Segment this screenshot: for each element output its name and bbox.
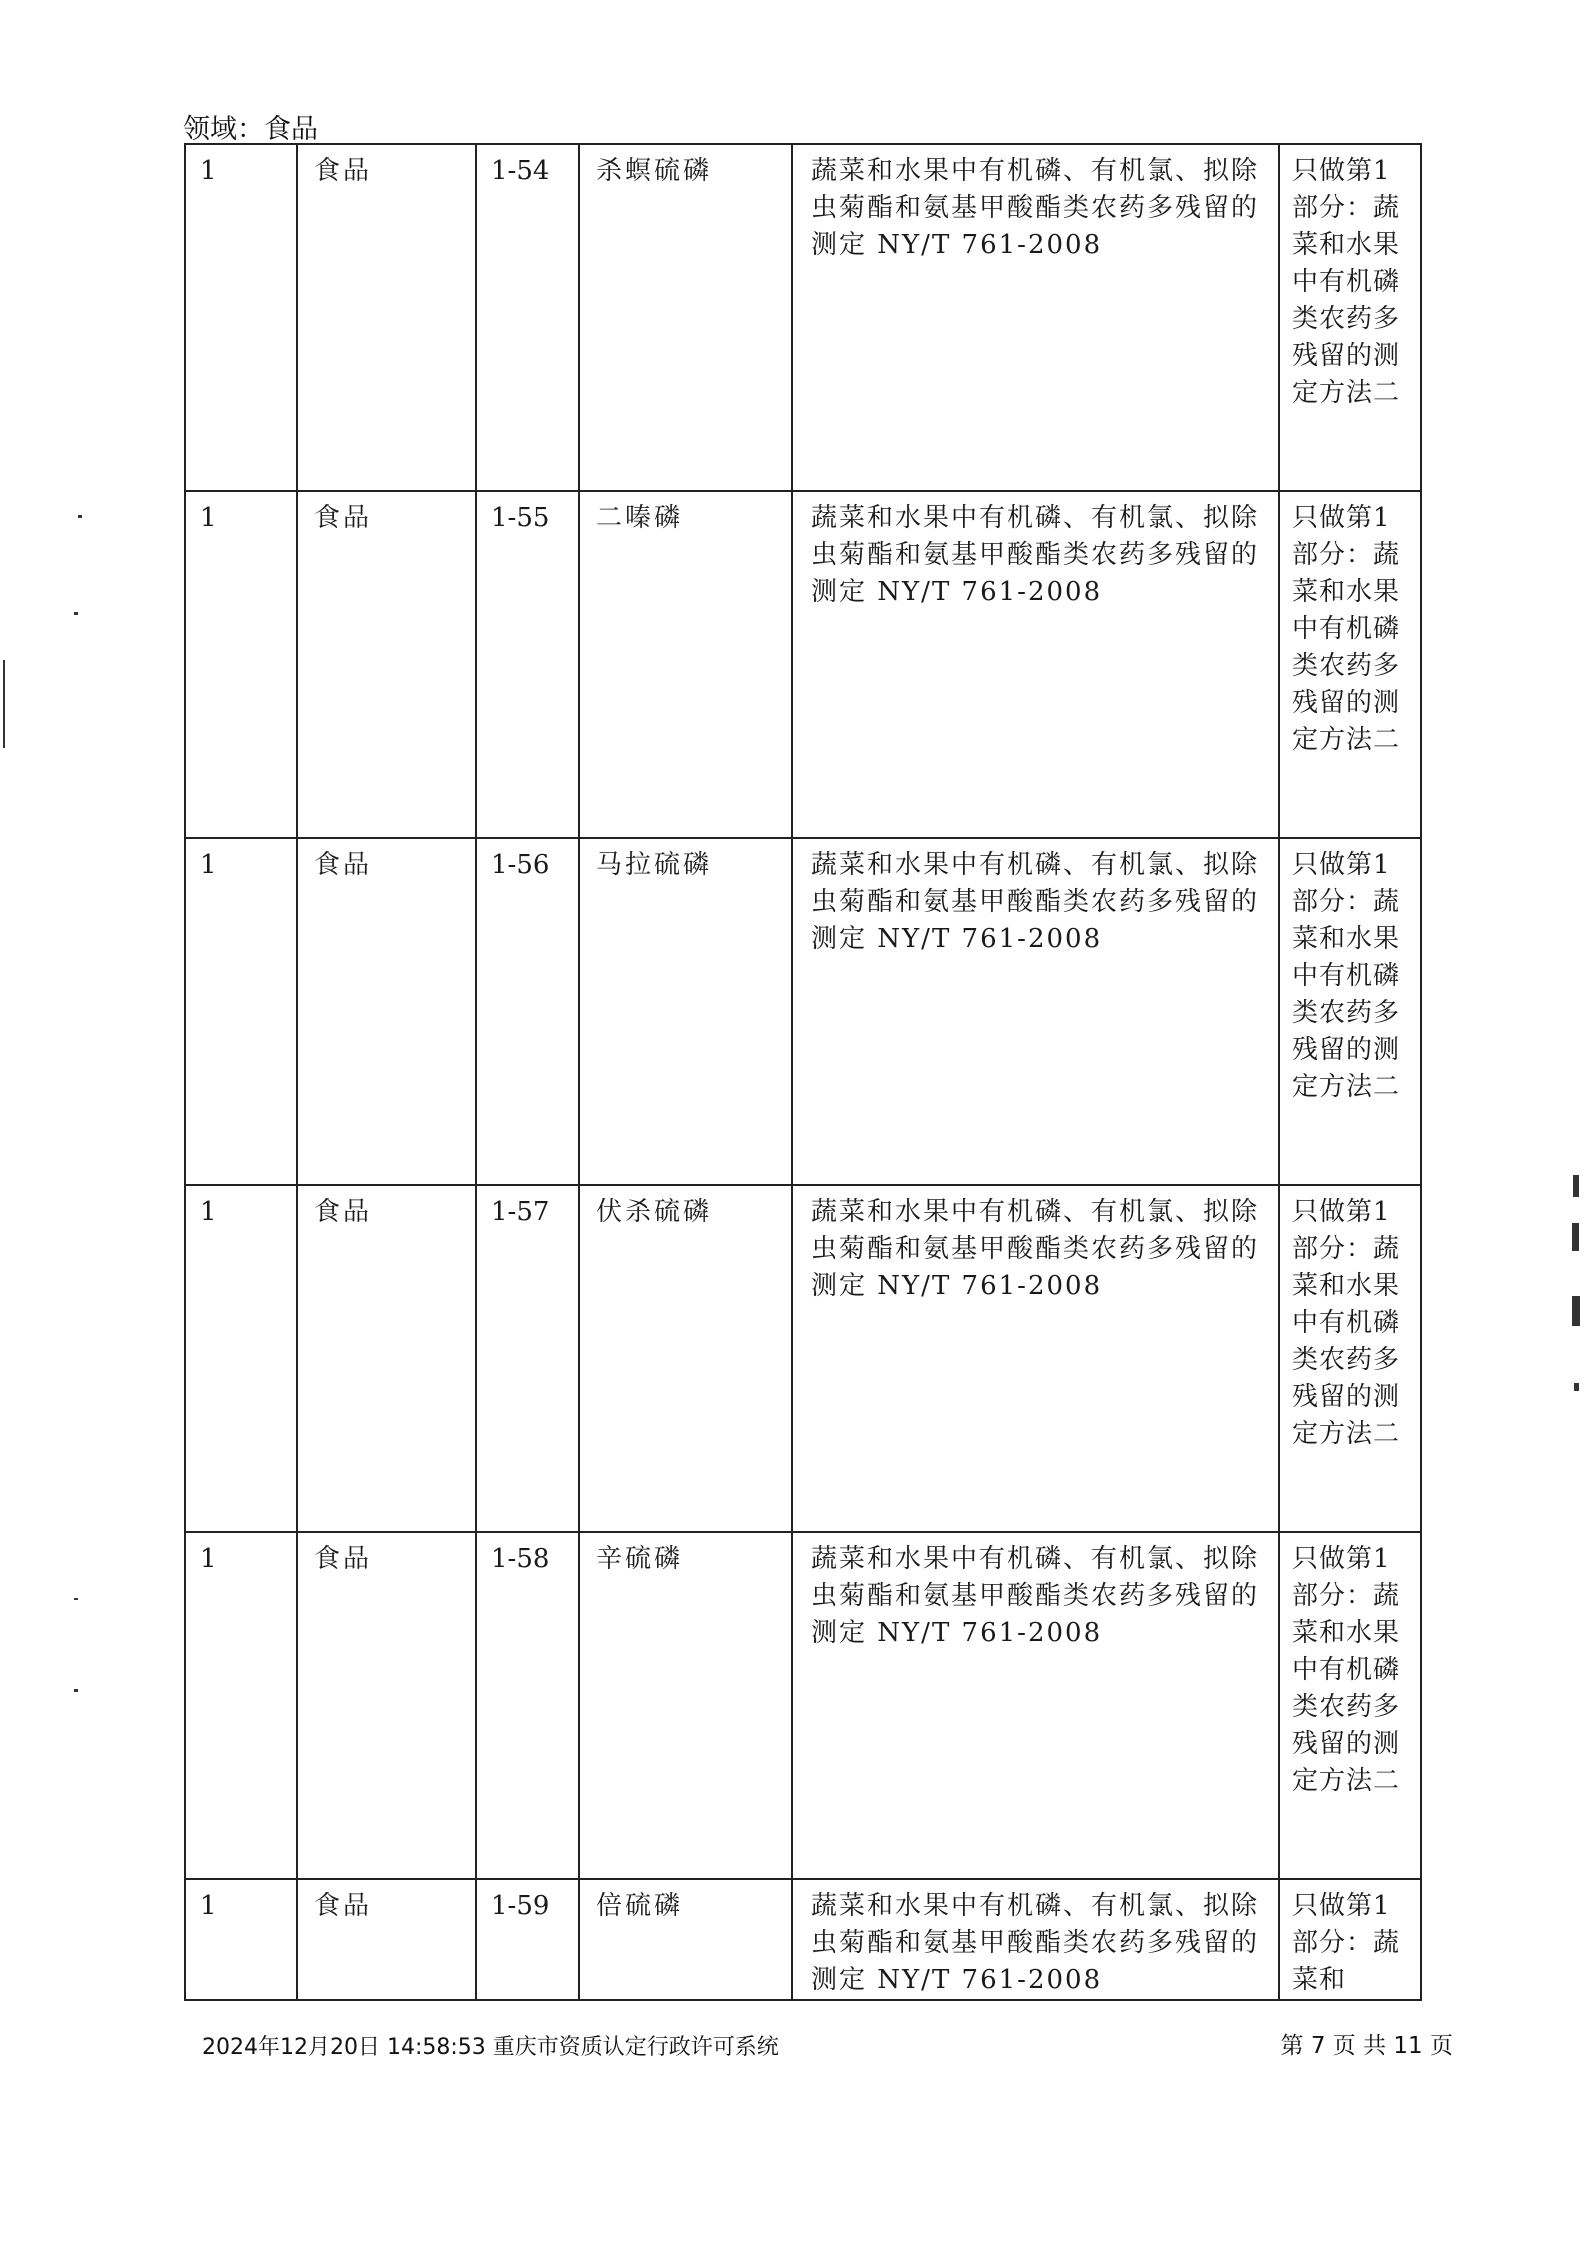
item-code: 1-54 bbox=[491, 156, 550, 186]
item-name: 二嗪磷 bbox=[596, 503, 684, 533]
item-name: 杀螟硫磷 bbox=[596, 156, 713, 186]
row-number-cell bbox=[185, 838, 297, 1185]
field-cell bbox=[297, 838, 476, 1185]
item-cell bbox=[579, 838, 792, 1185]
standard-cell bbox=[792, 838, 1279, 1185]
limit-note: 只做第1部分：蔬菜和水果中有机磷类农药多残留的测定方法二 bbox=[1292, 1544, 1401, 1796]
standard-text: 蔬菜和水果中有机磷、有机氯、拟除虫菊酯和氨基甲酸酯类农药多残留的测定 NY/T 761-2008 bbox=[811, 1197, 1260, 1301]
scan-mark bbox=[3, 660, 5, 748]
field-name: 食品 bbox=[314, 156, 373, 186]
scan-mark bbox=[74, 1598, 78, 1600]
field-cell bbox=[297, 491, 476, 838]
scan-mark bbox=[1573, 1175, 1579, 1197]
field-name: 食品 bbox=[314, 1891, 373, 1921]
standard-text: 蔬菜和水果中有机磷、有机氯、拟除虫菊酯和氨基甲酸酯类农药多残留的测定 NY/T 761-2008 bbox=[811, 503, 1260, 607]
limit-note: 只做第1部分：蔬菜和水果中有机磷类农药多残留的测定方法二 bbox=[1292, 503, 1401, 755]
row-number-cell bbox=[185, 491, 297, 838]
standard-cell bbox=[792, 1532, 1279, 1879]
scan-mark bbox=[74, 1689, 78, 1692]
code-cell bbox=[476, 144, 579, 491]
footer-page-info: 第 7 页 共 11 页 bbox=[1280, 2033, 1453, 2059]
item-cell bbox=[579, 144, 792, 491]
table-row bbox=[185, 144, 1421, 491]
field-name: 食品 bbox=[314, 1197, 373, 1227]
scan-mark bbox=[1572, 1223, 1579, 1251]
row-number: 1 bbox=[200, 156, 217, 186]
row-number-cell bbox=[185, 1532, 297, 1879]
field-cell bbox=[297, 1532, 476, 1879]
field-label: 领域：食品 bbox=[183, 114, 318, 145]
standard-text: 蔬菜和水果中有机磷、有机氯、拟除虫菊酯和氨基甲酸酯类农药多残留的测定 NY/T 761-2008 bbox=[811, 1891, 1260, 1995]
row-number: 1 bbox=[200, 503, 217, 533]
field-cell bbox=[297, 1185, 476, 1532]
item-code: 1-58 bbox=[491, 1544, 550, 1574]
field-cell bbox=[297, 144, 476, 491]
item-code: 1-57 bbox=[491, 1197, 550, 1227]
standard-text: 蔬菜和水果中有机磷、有机氯、拟除虫菊酯和氨基甲酸酯类农药多残留的测定 NY/T 761-2008 bbox=[811, 156, 1260, 260]
code-cell bbox=[476, 838, 579, 1185]
standard-cell bbox=[792, 1185, 1279, 1532]
row-number: 1 bbox=[200, 1544, 217, 1574]
row-number-cell bbox=[185, 1185, 297, 1532]
note-cell bbox=[1279, 1532, 1421, 1879]
table-row bbox=[185, 838, 1421, 1185]
code-cell bbox=[476, 1532, 579, 1879]
field-name: 食品 bbox=[314, 850, 373, 880]
code-cell bbox=[476, 491, 579, 838]
item-name: 辛硫磷 bbox=[596, 1544, 684, 1574]
limit-note: 只做第1部分：蔬菜和水果中有机磷类农药多残留的测定方法二 bbox=[1292, 156, 1401, 408]
item-cell bbox=[579, 1185, 792, 1532]
standard-cell bbox=[792, 491, 1279, 838]
code-cell bbox=[476, 1185, 579, 1532]
field-name: 食品 bbox=[314, 1544, 373, 1574]
item-code: 1-55 bbox=[491, 503, 550, 533]
row-number: 1 bbox=[200, 850, 217, 880]
item-name: 倍硫磷 bbox=[596, 1891, 684, 1921]
row-number: 1 bbox=[200, 1197, 217, 1227]
scan-mark bbox=[74, 612, 78, 615]
item-cell bbox=[579, 1879, 792, 2000]
standard-text: 蔬菜和水果中有机磷、有机氯、拟除虫菊酯和氨基甲酸酯类农药多残留的测定 NY/T 761-2008 bbox=[811, 850, 1260, 954]
row-number: 1 bbox=[200, 1891, 217, 1921]
footer-timestamp-system: 2024年12月20日 14:58:53 重庆市资质认定行政许可系统 bbox=[202, 2035, 779, 2060]
row-number-cell bbox=[185, 144, 297, 491]
note-cell bbox=[1279, 491, 1421, 838]
scope-table bbox=[184, 143, 1422, 2001]
table-row bbox=[185, 1185, 1421, 1532]
standard-text: 蔬菜和水果中有机磷、有机氯、拟除虫菊酯和氨基甲酸酯类农药多残留的测定 NY/T 761-2008 bbox=[811, 1544, 1260, 1648]
item-code: 1-56 bbox=[491, 850, 550, 880]
item-cell bbox=[579, 491, 792, 838]
item-cell bbox=[579, 1532, 792, 1879]
row-number-cell bbox=[185, 1879, 297, 2000]
note-cell bbox=[1279, 1185, 1421, 1532]
field-name: 食品 bbox=[314, 503, 373, 533]
note-cell bbox=[1279, 838, 1421, 1185]
table-row bbox=[185, 1532, 1421, 1879]
item-name: 马拉硫磷 bbox=[596, 850, 713, 880]
limit-note: 只做第1部分：蔬菜和水果中有机磷类农药多残留的测定方法二 bbox=[1292, 850, 1401, 1102]
scan-mark bbox=[1572, 1296, 1580, 1326]
note-cell bbox=[1279, 144, 1421, 491]
table-row bbox=[185, 491, 1421, 838]
table-row bbox=[185, 1879, 1421, 2000]
standard-cell bbox=[792, 144, 1279, 491]
limit-note: 只做第1部分：蔬菜和水果中有机磷类农药多残留的测定方法二 bbox=[1292, 1197, 1401, 1449]
scan-mark bbox=[78, 515, 82, 518]
item-code: 1-59 bbox=[491, 1891, 550, 1921]
scan-mark bbox=[1574, 1383, 1579, 1391]
standard-cell bbox=[792, 1879, 1279, 2000]
item-name: 伏杀硫磷 bbox=[596, 1197, 713, 1227]
limit-note: 只做第1部分：蔬菜和 bbox=[1292, 1891, 1401, 1995]
code-cell bbox=[476, 1879, 579, 2000]
note-cell bbox=[1279, 1879, 1421, 2000]
field-cell bbox=[297, 1879, 476, 2000]
